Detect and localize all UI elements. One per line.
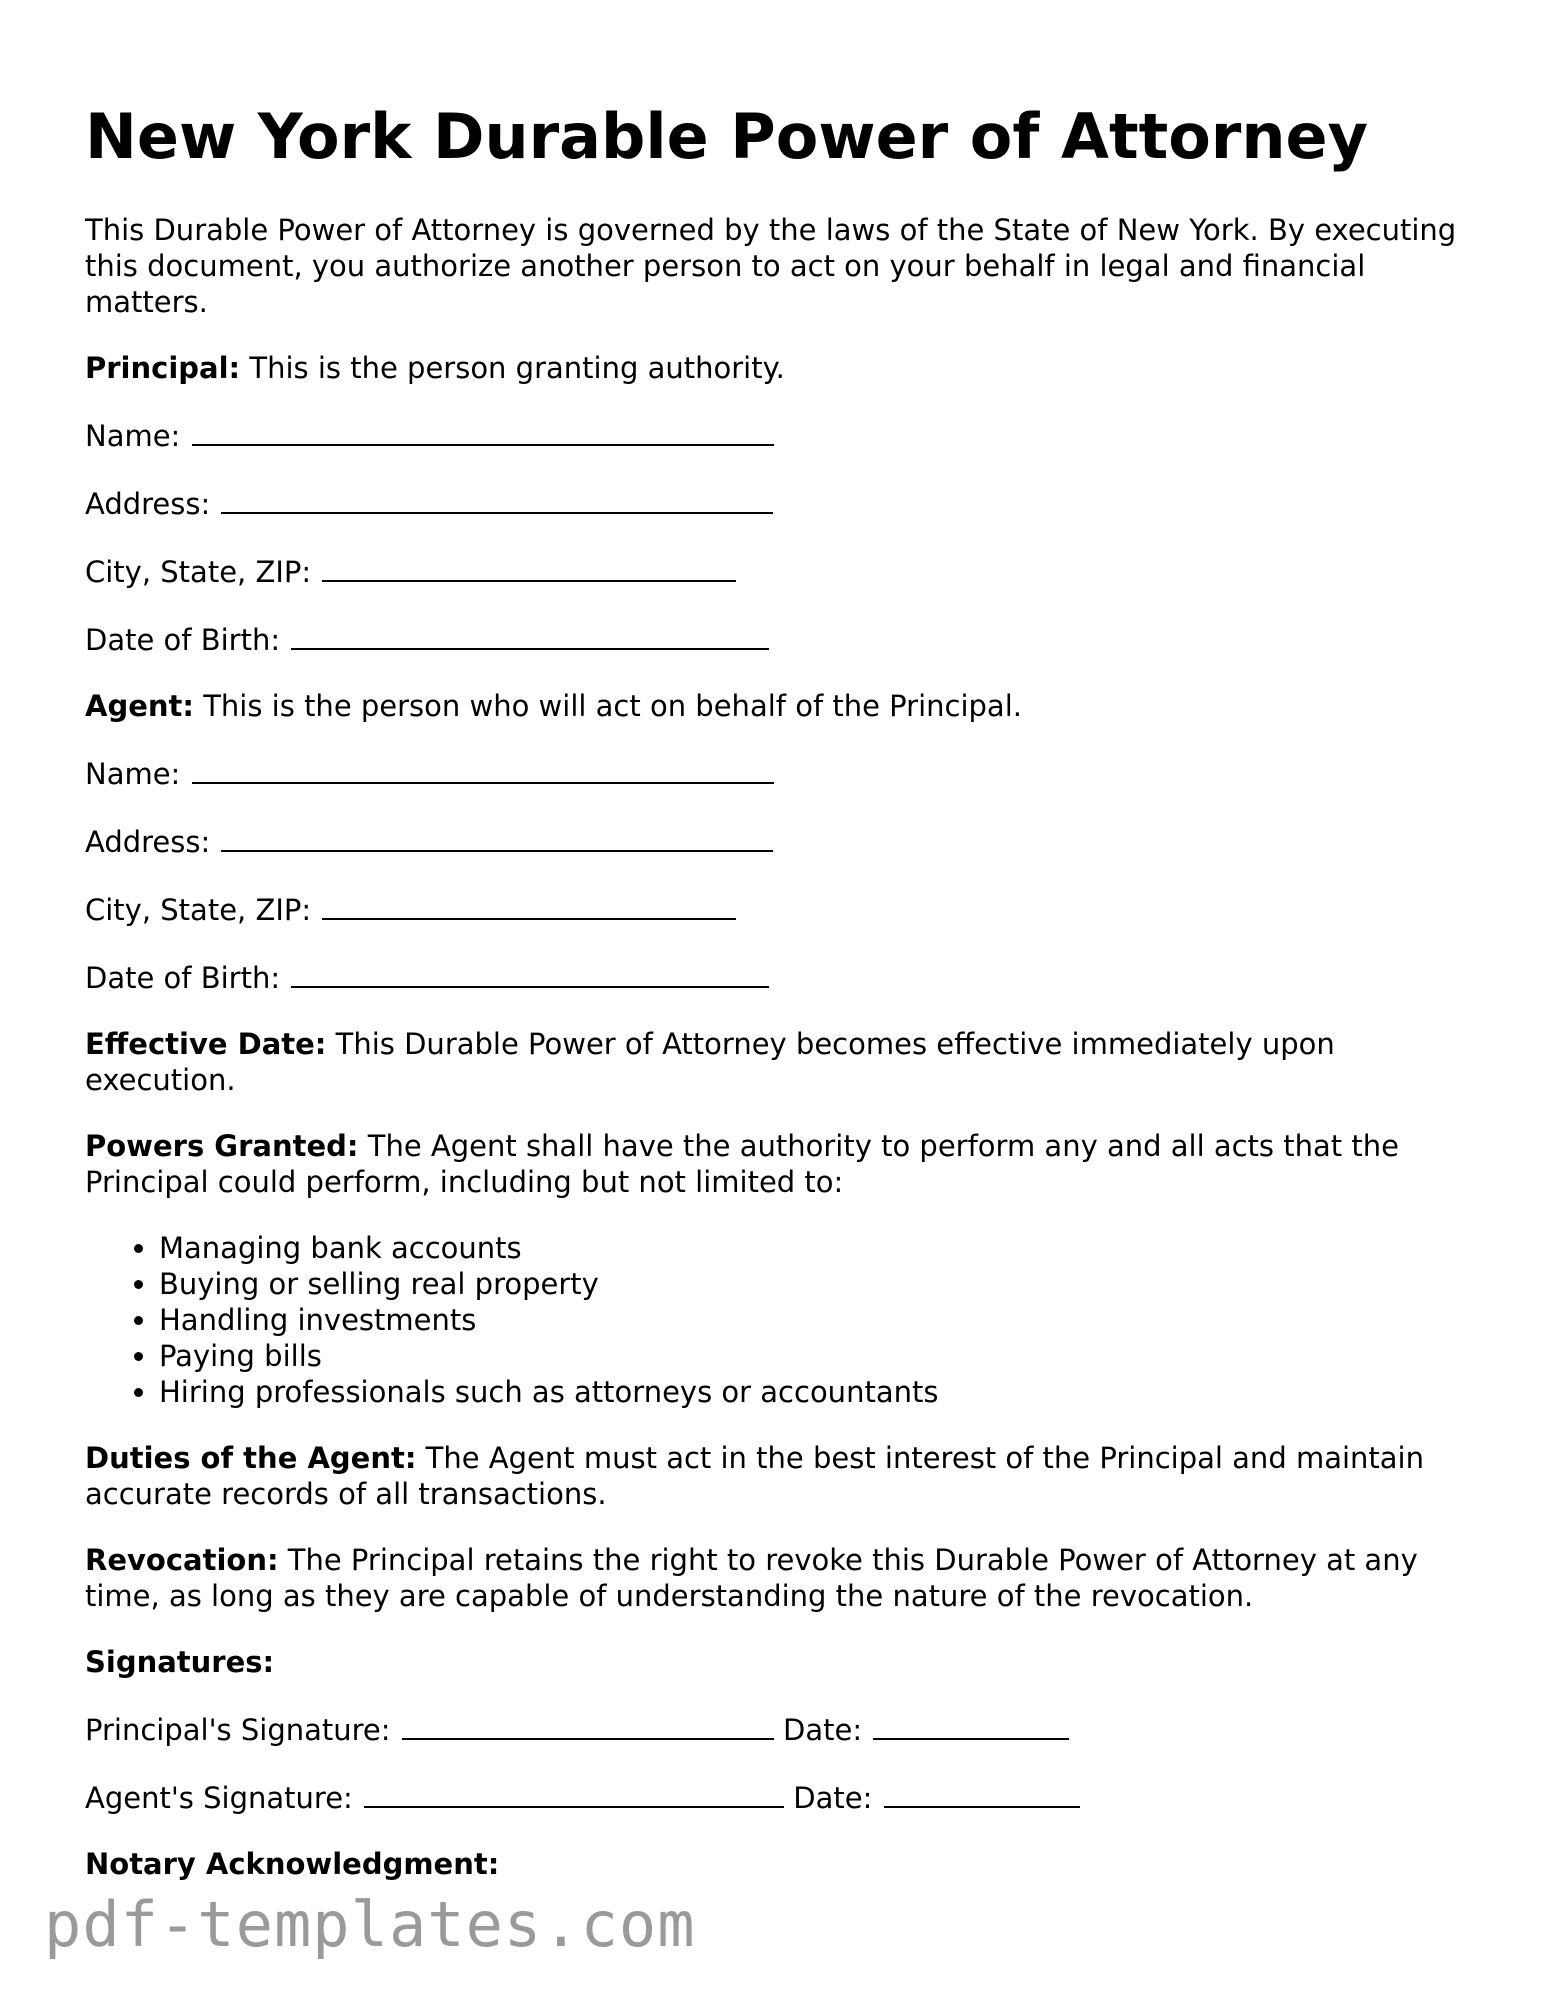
principal-signature-blank[interactable]: [402, 1710, 774, 1740]
duties-text: The Agent must act in the best interest of the Principal and maintain accurate records of all transactions.: [85, 1441, 1424, 1512]
principal-description: This is the person granting authority.: [240, 351, 785, 386]
agent-dob-label: Date of Birth:: [85, 961, 281, 996]
watermark-text: pdf-templates.com: [44, 1888, 696, 1961]
principal-signature-field: [85, 1710, 1465, 1748]
principal-signature-label: Principal's Signature:: [85, 1713, 391, 1748]
list-item: • Handling investments: [159, 1302, 1465, 1338]
principal-heading: Principal:: [85, 351, 241, 386]
signatures-section: [85, 1644, 1465, 1680]
agent-name-blank[interactable]: [192, 754, 774, 784]
intro-paragraph: This Durable Power of Attorney is governed by the laws of the State of New York. By executing this document, you authorize another person to act on your behalf in legal and financial matters.: [85, 213, 1457, 320]
powers-granted-paragraph: [85, 1128, 1465, 1200]
powers-granted-text: The Agent shall have the authority to perform any and all acts that the Principal could perform, including but not limited to:: [85, 1129, 1399, 1200]
duties-paragraph: [85, 1440, 1465, 1512]
revocation-text: The Principal retains the right to revoke this Durable Power of Attorney at any time, as long as they are capable of understanding the nature of the revocation.: [85, 1543, 1418, 1614]
document-page: [85, 100, 1465, 1912]
agent-date-blank[interactable]: [884, 1778, 1080, 1808]
principal-dob-blank[interactable]: [291, 620, 769, 650]
agent-signature-field: [85, 1778, 1465, 1816]
principal-date-label: Date:: [783, 1713, 863, 1748]
principal-dob-field: [85, 620, 1465, 658]
agent-name-field: [85, 754, 1465, 792]
powers-granted-heading: Powers Granted:: [85, 1129, 359, 1164]
agent-signature-blank[interactable]: [364, 1778, 784, 1808]
revocation-heading: Revocation:: [85, 1543, 279, 1578]
notary-heading: Notary Acknowledgment:: [85, 1847, 500, 1882]
list-item: • Buying or selling real property: [159, 1266, 1465, 1302]
powers-list: [85, 1230, 1465, 1410]
principal-name-blank[interactable]: [192, 416, 774, 446]
principal-address-field: [85, 484, 1465, 522]
agent-section-heading: [85, 688, 1465, 724]
list-item: • Managing bank accounts: [159, 1230, 1465, 1266]
agent-dob-field: [85, 958, 1465, 996]
principal-city-field: [85, 552, 1465, 590]
agent-address-blank[interactable]: [221, 822, 773, 852]
agent-heading: Agent:: [85, 689, 194, 724]
effective-date-paragraph: [85, 1026, 1465, 1098]
effective-date-text: This Durable Power of Attorney becomes effective immediately upon execution.: [85, 1027, 1335, 1098]
principal-section-heading: [85, 350, 1465, 386]
principal-dob-label: Date of Birth:: [85, 623, 281, 658]
principal-city-label: City, State, ZIP:: [85, 555, 312, 590]
duties-heading: Duties of the Agent:: [85, 1441, 417, 1476]
effective-date-heading: Effective Date:: [85, 1027, 327, 1062]
agent-address-field: [85, 822, 1465, 860]
principal-address-blank[interactable]: [221, 484, 773, 514]
agent-city-label: City, State, ZIP:: [85, 893, 312, 928]
agent-name-label: Name:: [85, 757, 181, 792]
principal-date-blank[interactable]: [873, 1710, 1069, 1740]
notary-section: [85, 1846, 1465, 1882]
agent-address-label: Address:: [85, 825, 211, 860]
agent-signature-label: Agent's Signature:: [85, 1781, 353, 1816]
agent-dob-blank[interactable]: [291, 958, 769, 988]
principal-name-label: Name:: [85, 419, 181, 454]
principal-address-label: Address:: [85, 487, 211, 522]
list-item: • Paying bills: [159, 1338, 1465, 1374]
list-item: • Hiring professionals such as attorneys or accountants: [159, 1374, 1465, 1410]
principal-name-field: [85, 416, 1465, 454]
document-title: New York Durable Power of Attorney: [85, 100, 1368, 173]
agent-city-blank[interactable]: [322, 890, 736, 920]
signatures-heading: Signatures:: [85, 1645, 275, 1680]
revocation-paragraph: [85, 1542, 1465, 1614]
agent-description: This is the person who will act on behalf of the Principal.: [193, 689, 1022, 724]
agent-date-label: Date:: [793, 1781, 873, 1816]
agent-city-field: [85, 890, 1465, 928]
principal-city-blank[interactable]: [322, 552, 736, 582]
